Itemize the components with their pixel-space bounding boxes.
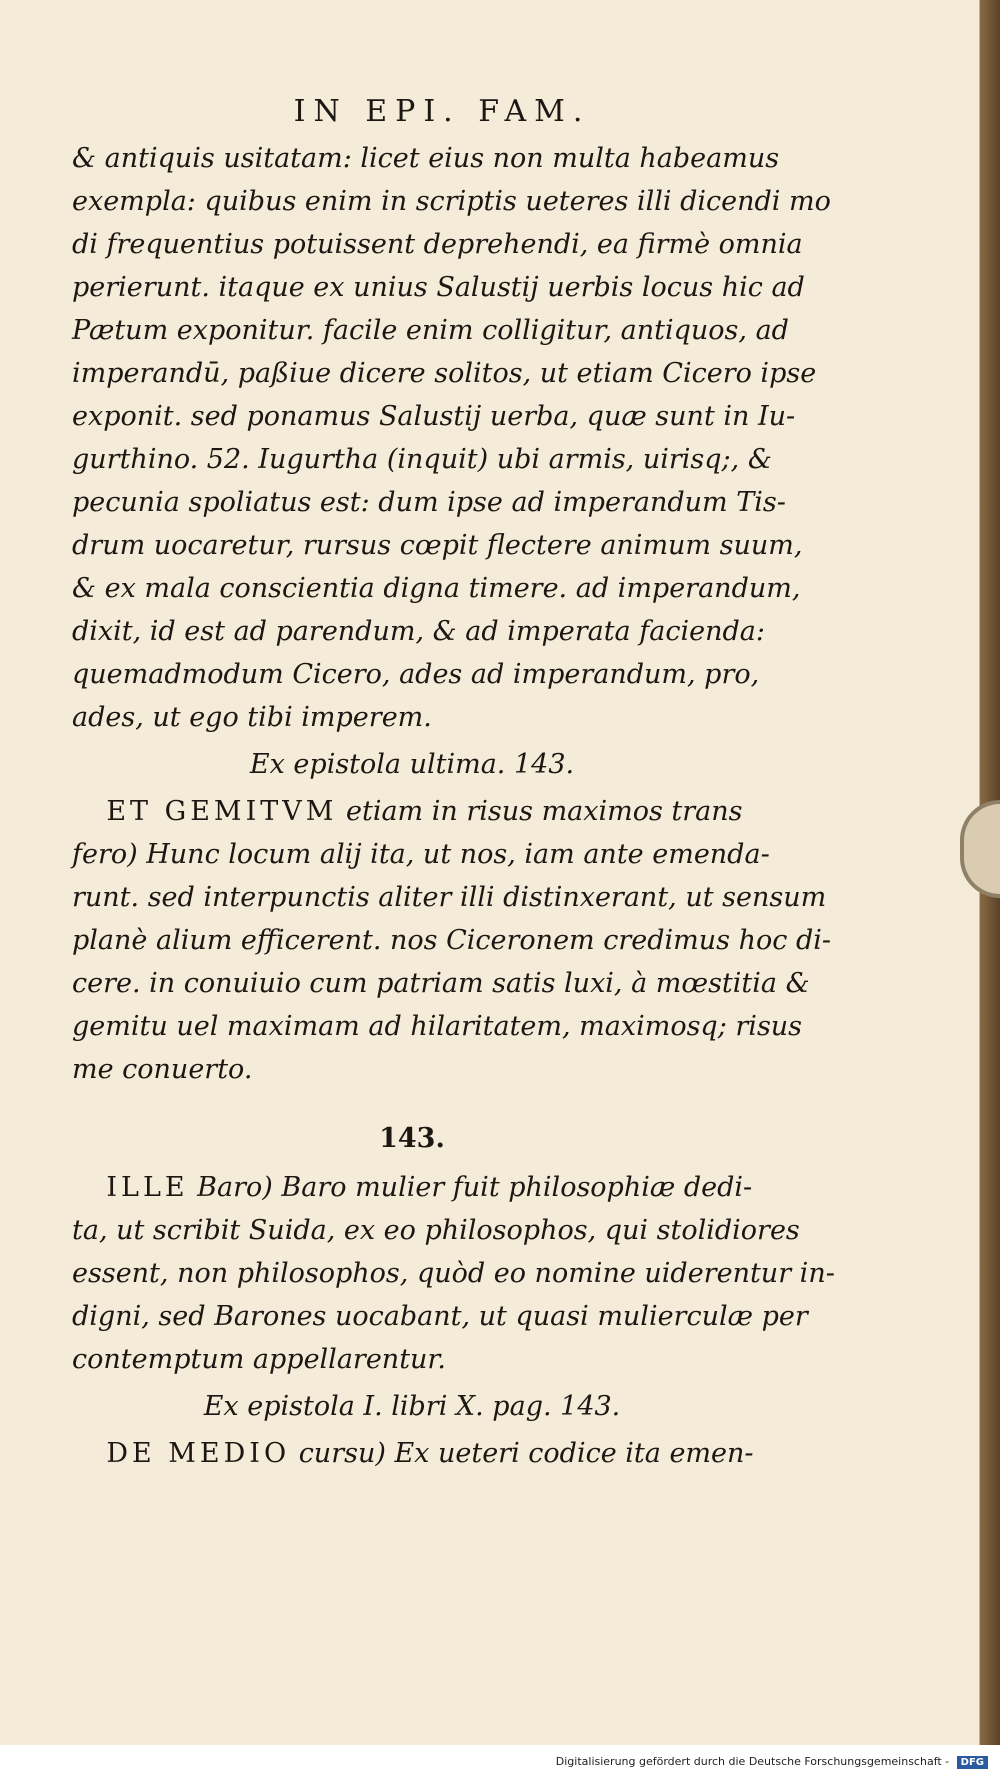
text-line: planè alium efficerent. nos Ciceronem credimus hoc di-	[72, 925, 831, 956]
text-line: perierunt. itaque ex unius Salustij uerbis locus hic ad	[72, 272, 805, 303]
text-line: gurthino. 52. Iugurtha (inquit) ubi armis, uirisq;, &	[72, 444, 772, 475]
page-text	[72, 90, 835, 1475]
text-line	[72, 1166, 752, 1209]
text-line: contemptum appellarentur.	[72, 1344, 446, 1375]
text-fragment: cursu) Ex ueteri codice ita emen-	[298, 1438, 754, 1469]
text-line: imperandū, paßiue dicere solitos, ut etiam Cicero ipse	[72, 358, 817, 389]
digitization-footer	[0, 1745, 1000, 1780]
text-fragment: Baro) Baro mulier fuit philosophiæ dedi-	[197, 1172, 753, 1203]
text-line: fero) Hunc locum alij ita, ut nos, iam ante emenda-	[72, 839, 770, 870]
paragraph-2	[72, 790, 831, 1091]
section-heading: Ex epistola I. libri X. pag. 143.	[203, 1391, 621, 1422]
text-line: quemadmodum Cicero, ades ad imperandum, pro,	[72, 659, 760, 690]
text-line: gemitu uel maximam ad hilaritatem, maximosq; risus	[72, 1011, 803, 1042]
paragraph-3	[72, 1166, 835, 1381]
section-number: 143.	[379, 1123, 445, 1154]
text-line: exempla: quibus enim in scriptis ueteres illi dicendi mo	[72, 186, 831, 217]
text-line: pecunia spoliatus est: dum ipse ad imperandum Tis-	[72, 487, 786, 518]
lemma-caps: DE MEDIO	[106, 1438, 291, 1469]
dfg-logo: DFG	[957, 1756, 988, 1769]
section-heading: Ex epistola ultima. 143.	[249, 749, 575, 780]
text-line: digni, sed Barones uocabant, ut quasi mulierculæ per	[72, 1301, 808, 1332]
text-line: me conuerto.	[72, 1054, 253, 1085]
text-line: runt. sed interpunctis aliter illi distinxerant, ut sensum	[72, 882, 827, 913]
text-line: dixit, id est ad parendum, & ad imperata facienda:	[72, 616, 765, 647]
text-line: & antiquis usitatam: licet eius non multa habeamus	[72, 143, 780, 174]
text-line: Pætum exponitur. facile enim colligitur, antiquos, ad	[72, 315, 789, 346]
text-line: drum uocaretur, rursus cœpit flectere animum suum,	[72, 530, 803, 561]
lemma-caps: ILLE	[106, 1172, 189, 1203]
text-line: & ex mala conscientia digna timere. ad imperandum,	[72, 573, 801, 604]
text-line: cere. in conuiuio cum patriam satis luxi, à mœstitia &	[72, 968, 810, 999]
text-line: exponit. sed ponamus Salustij uerba, quæ sunt in Iu-	[72, 401, 796, 432]
text-fragment: etiam in risus maximos trans	[345, 796, 743, 827]
text-line	[72, 1432, 752, 1475]
text-line: ta, ut scribit Suida, ex eo philosophos, qui stolidiores	[72, 1215, 800, 1246]
text-line: di frequentius potuissent deprehendi, ea firmè omnia	[72, 229, 803, 260]
text-line	[72, 790, 752, 833]
lemma-caps: ET GEMITVM	[106, 796, 338, 827]
text-line: essent, non philosophos, quòd eo nomine uiderentur in-	[72, 1258, 835, 1289]
footer-credit	[556, 1755, 988, 1769]
footer-credit-text: Digitalisierung gefördert durch die Deutsche Forschungsgemeinschaft -	[555, 1755, 950, 1768]
paragraph-1	[72, 137, 831, 739]
text-line: ades, ut ego tibi imperem.	[72, 702, 432, 733]
paragraph-4	[72, 1432, 752, 1475]
running-head: IN EPI. FAM.	[293, 94, 591, 129]
